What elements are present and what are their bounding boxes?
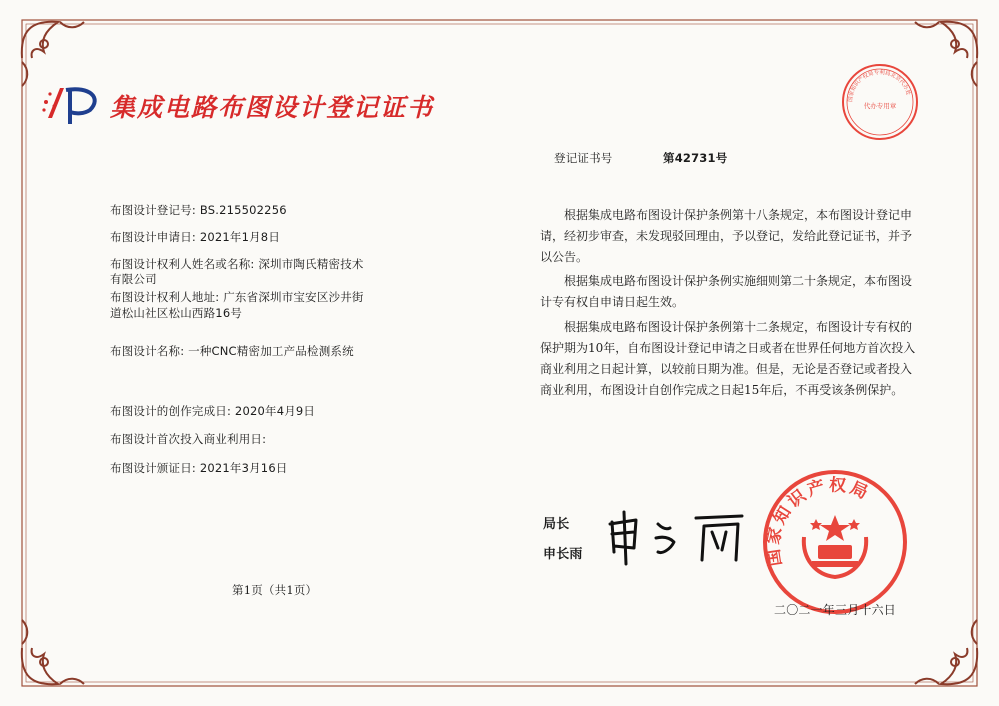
svg-text:国家知识产权局 bbox=[762, 474, 873, 567]
page-label: 第1页（共1页） bbox=[232, 583, 318, 597]
stamp-top-inner: 代办专用章 bbox=[863, 102, 897, 110]
address-field-line1: 布图设计权利人地址: 广东省深圳市宝安区沙井街 bbox=[110, 290, 364, 304]
cert-number-label: 登记证书号 bbox=[554, 151, 613, 165]
issue-date-field: 布图设计颁证日: 2021年3月16日 bbox=[110, 461, 288, 475]
national-ip-seal-icon bbox=[760, 467, 910, 617]
certificate-title: 集成电路布图设计登记证书 bbox=[110, 93, 435, 122]
stamp-top-text: 国家知识产权局专利局北京代办处 bbox=[847, 69, 912, 103]
created-date-field: 布图设计的创作完成日: 2020年4月9日 bbox=[110, 404, 316, 418]
agency-stamp-icon bbox=[840, 62, 920, 142]
director-title: 局长 bbox=[543, 517, 570, 532]
seal-main-text: 国家知识产权局 bbox=[763, 475, 874, 568]
apply-date-field: 布图设计申请日: 2021年1月8日 bbox=[110, 230, 281, 244]
paragraph-registration: 根据集成电路布图设计保护条例第十八条规定，本布图设计登记申请，经初步审查，未发现驳回理由，予以登记，发给此登记证书，并予以公告。 bbox=[540, 208, 913, 264]
ip-logo-icon bbox=[40, 80, 108, 130]
holder-field-line2: 有限公司 bbox=[110, 272, 157, 286]
cert-number-value: 第42731号 bbox=[663, 151, 728, 165]
director-signature bbox=[600, 508, 750, 568]
director-name: 申长雨 bbox=[543, 547, 583, 562]
holder-field-line1: 布图设计权利人姓名或名称: 深圳市陶氏精密技术 bbox=[110, 257, 364, 271]
first-commercial-field: 布图设计首次投入商业利用日: bbox=[110, 432, 267, 446]
issue-date-chinese: 二〇二一年三月十六日 bbox=[774, 603, 897, 617]
design-name-field: 布图设计名称: 一种CNC精密加工产品检测系统 bbox=[110, 344, 354, 358]
address-field-line2: 道松山社区松山西路16号 bbox=[110, 306, 243, 320]
paragraph-effective: 根据集成电路布图设计保护条例实施细则第二十条规定，本布图设计专有权自申请日起生效。 bbox=[540, 274, 913, 309]
paragraph-protection: 根据集成电路布图设计保护条例第十二条规定，布图设计专有权的保护期为10年，自布图设计登记申请之日或者在世界任何地方首次投入商业利用之日起计算，以较前日期为准。但是，无论是否登记或者投入商业利用，布图设计自创作完成之日起15年后，不再受该条例保护。 bbox=[540, 320, 916, 397]
reg-number-field: 布图设计登记号: BS.215502256 bbox=[110, 203, 287, 217]
